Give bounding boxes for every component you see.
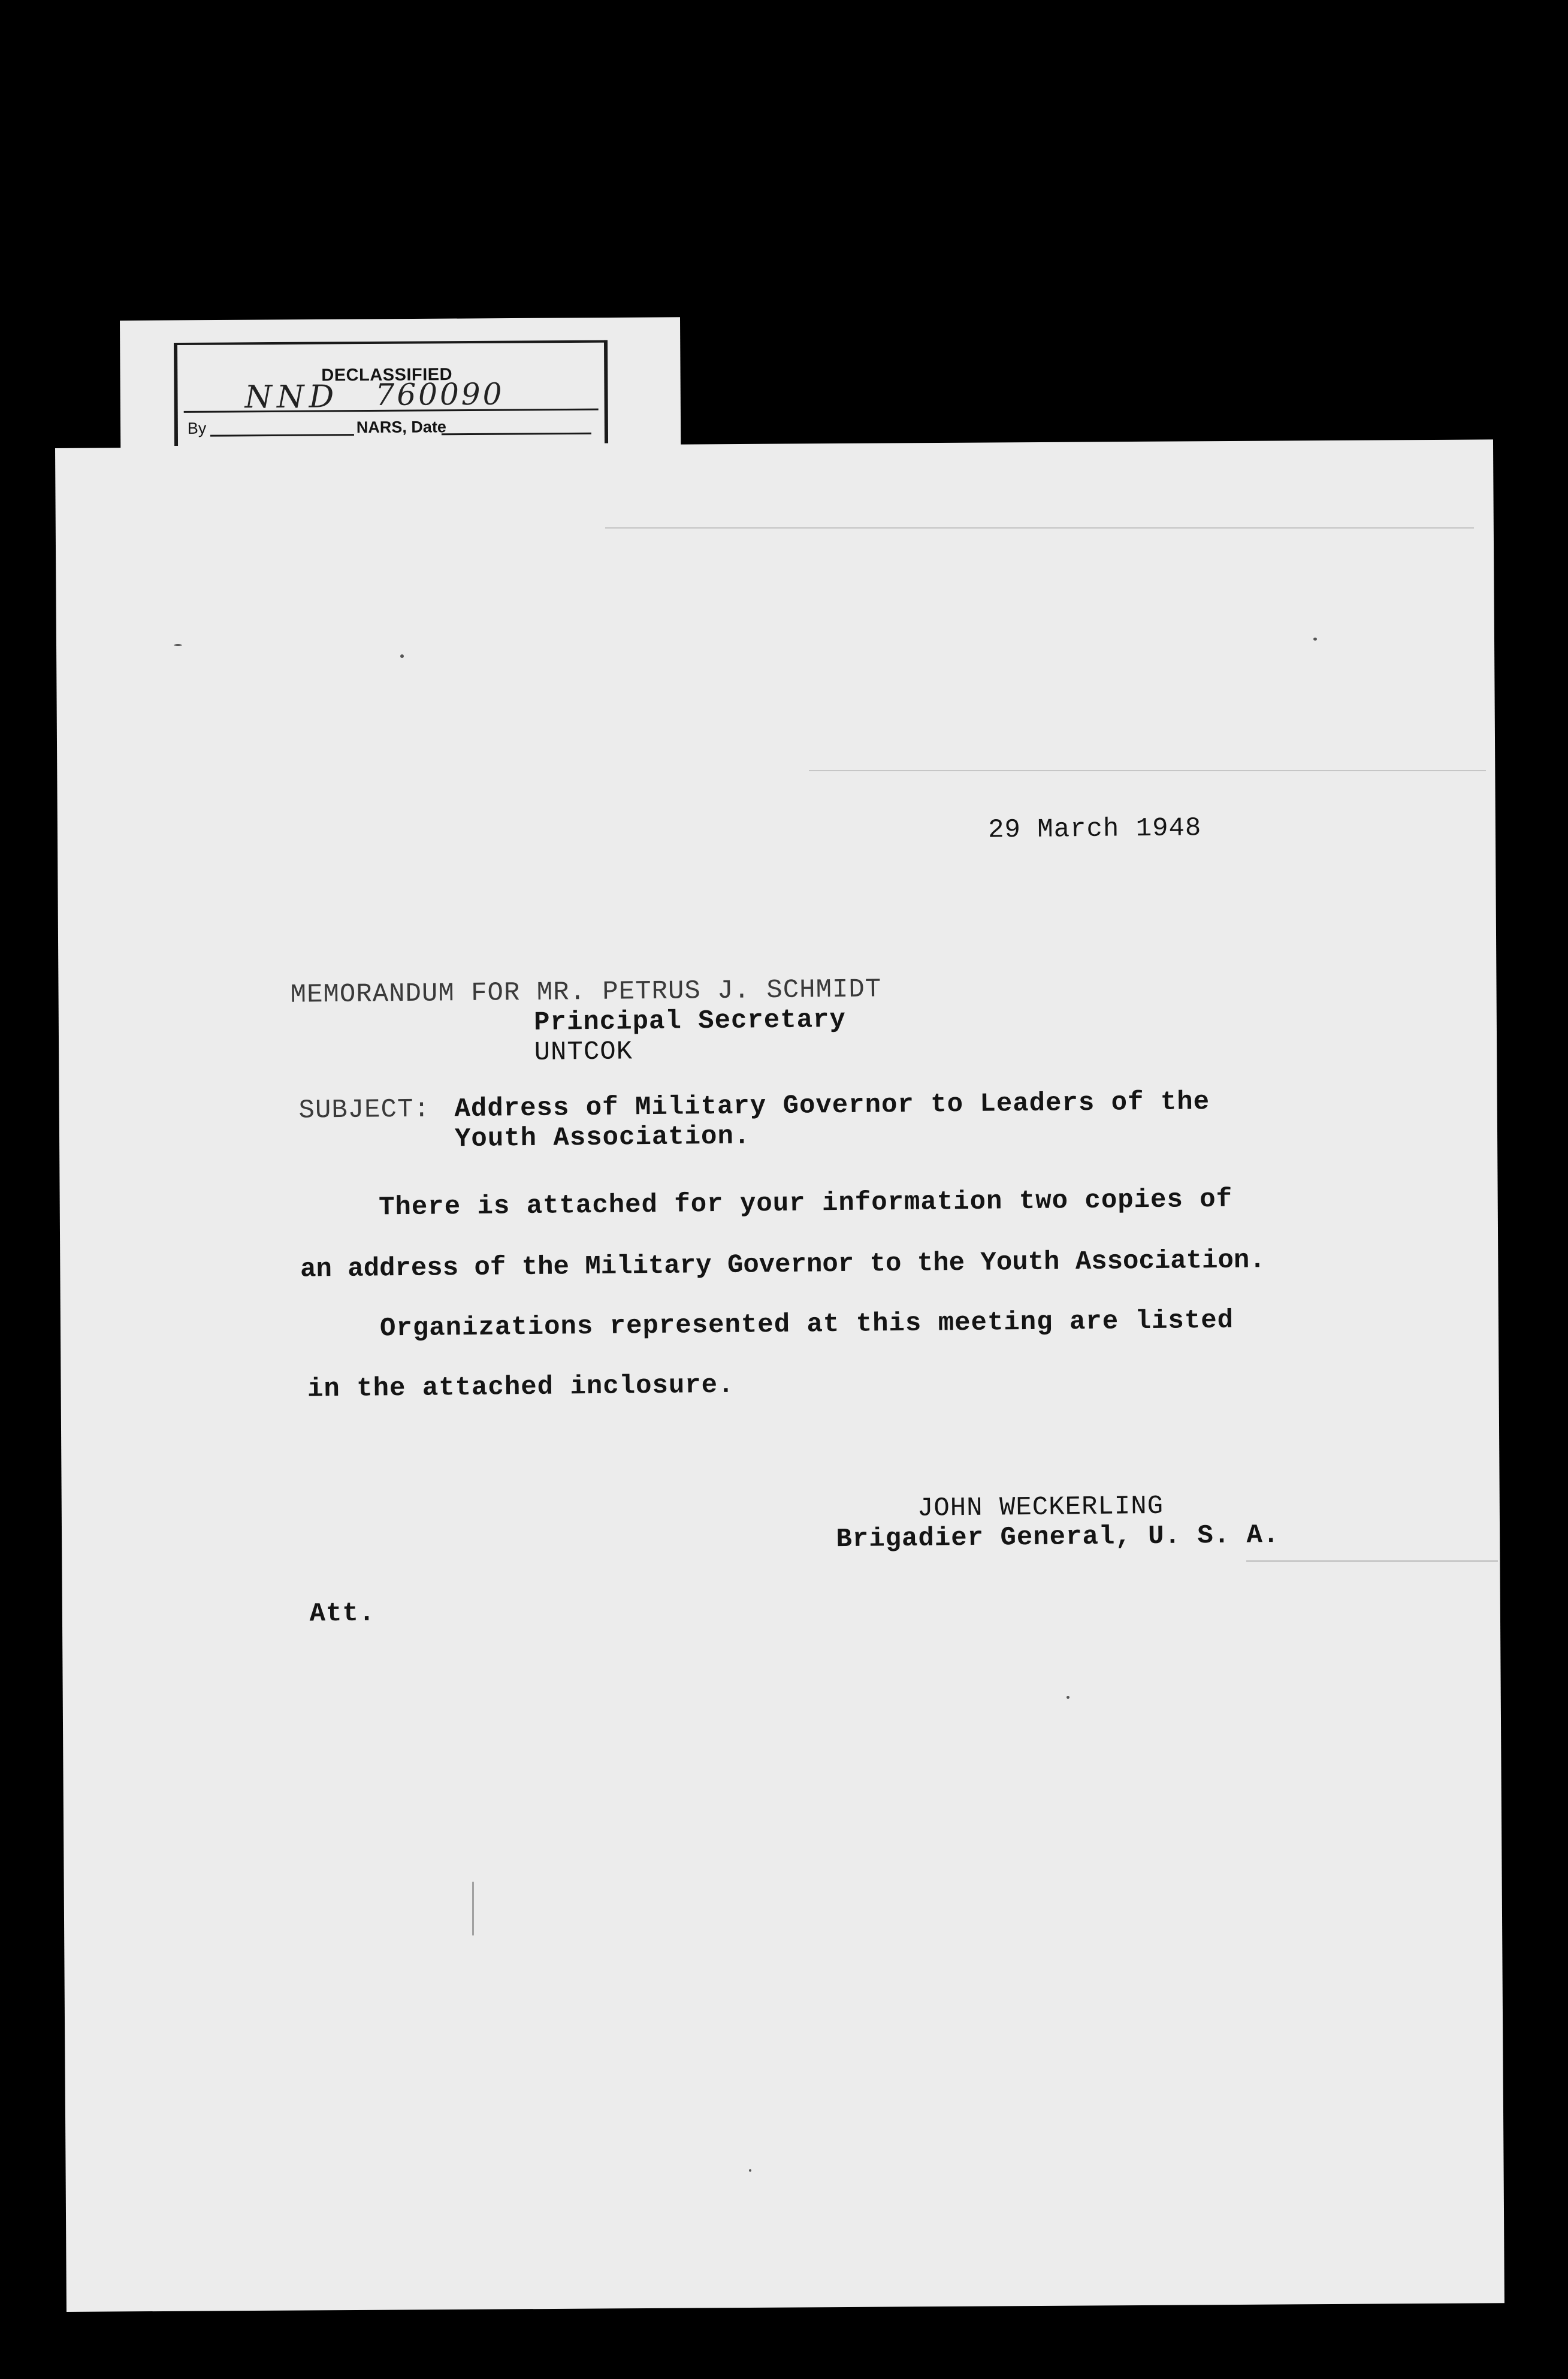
body-line-1: There is attached for your information two copies of (378, 1184, 1233, 1223)
stamp-by-label: By (187, 419, 207, 437)
recipient-title: Principal Secretary (533, 1004, 847, 1038)
stamp-authority-prefix: NND (244, 379, 339, 416)
subject-line-2: Youth Association. (454, 1121, 751, 1155)
signer-name: JOHN WECKERLING (917, 1491, 1164, 1524)
memo-date: 29 March 1948 (987, 813, 1202, 846)
recipient-org: UNTCOK (534, 1037, 633, 1068)
memorandum-line: MEMORANDUM FOR MR. PETRUS J. SCHMIDT (290, 974, 882, 1010)
body-line-3: Organizations represented at this meeting are listed (379, 1305, 1234, 1344)
stamp-nars-date-label: NARS, Date (356, 418, 446, 437)
body-line-2: an address of the Military Governor to the Youth Association. (300, 1245, 1265, 1285)
attachment-note: Att. (309, 1598, 376, 1629)
subject-label: SUBJECT: (298, 1094, 431, 1126)
stamp-authority-number: 760090 (375, 376, 504, 412)
stamp-title: DECLASSIFIED (321, 365, 453, 385)
body-line-4: in the attached inclosure. (307, 1370, 735, 1405)
signer-title: Brigadier General, U. S. A. (836, 1520, 1280, 1555)
subject-line-1: Address of Military Governor to Leaders of the (454, 1087, 1210, 1125)
